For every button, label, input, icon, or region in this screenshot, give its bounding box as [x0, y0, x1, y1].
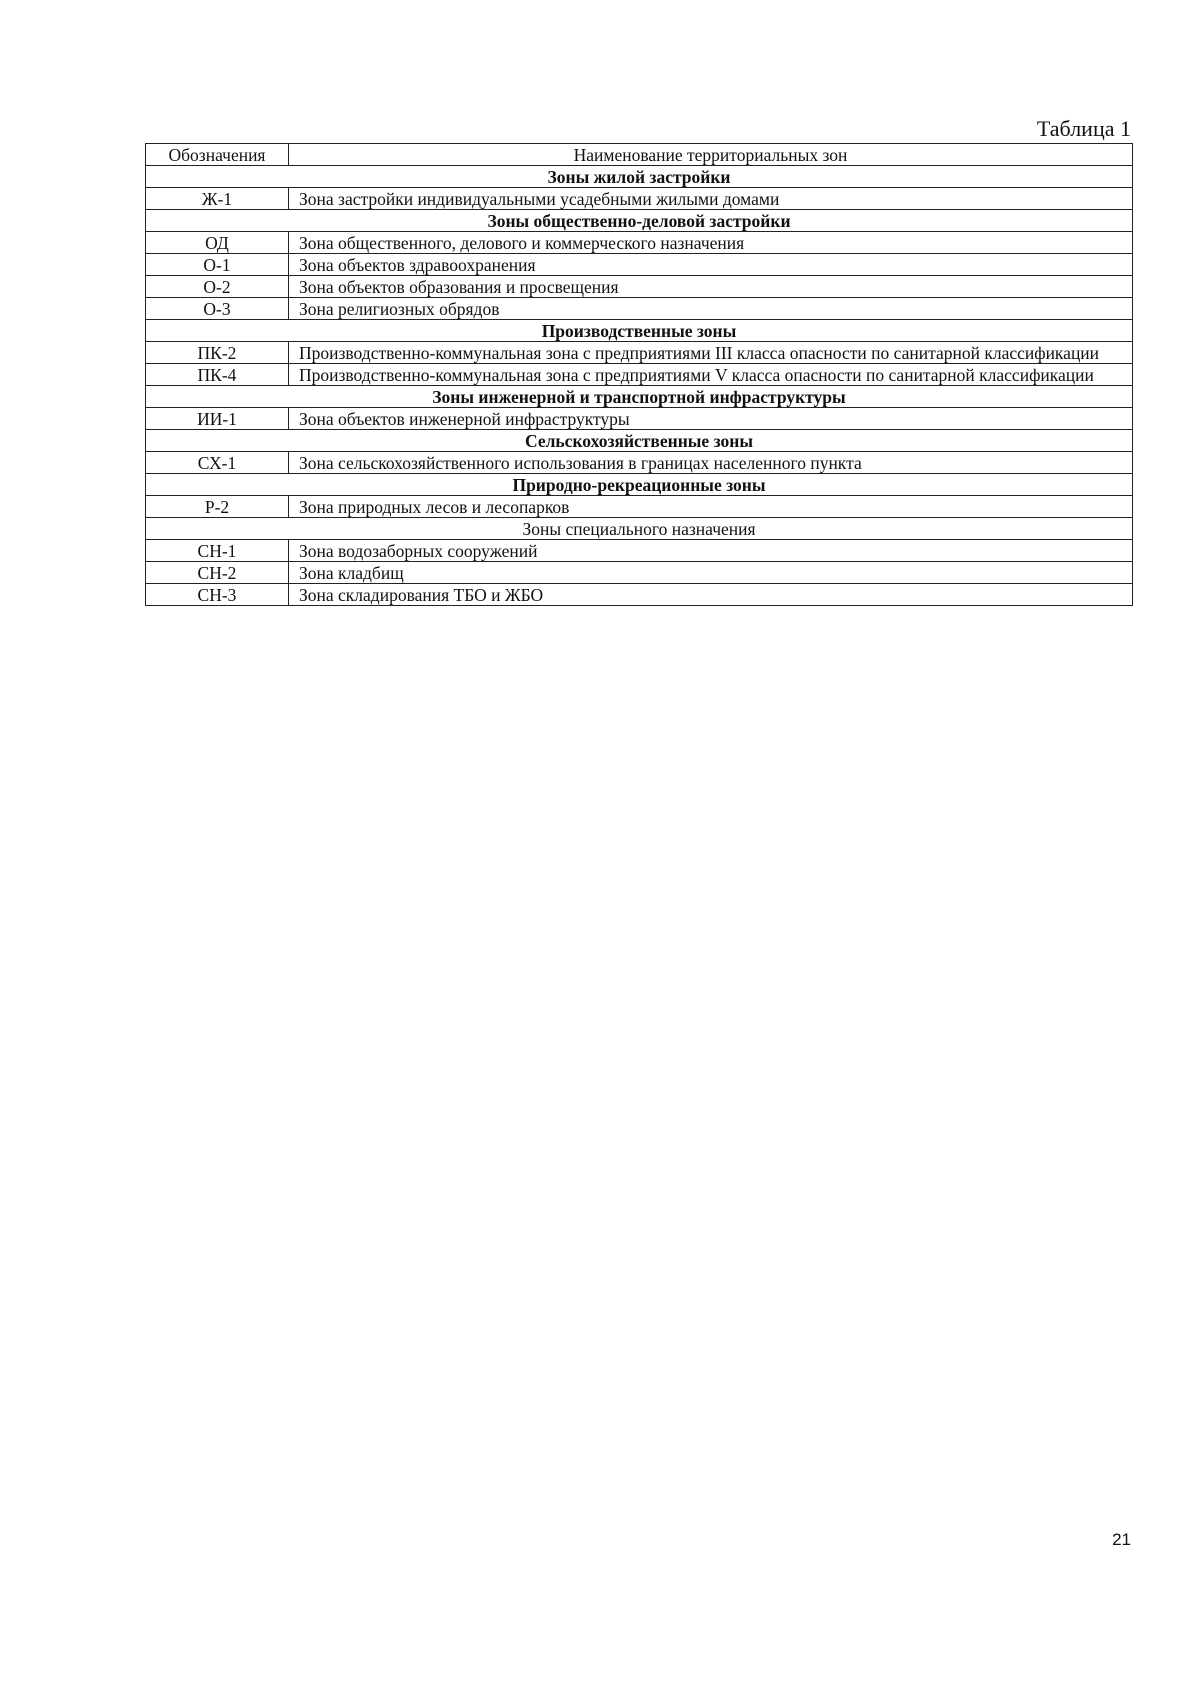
table-row — [146, 276, 1133, 298]
table-row — [146, 452, 1133, 474]
zone-name: Производственно-коммунальная зона с предприятиями III класса опасности по санитарной классификации — [289, 342, 1133, 364]
group-title: Зоны жилой застройки — [146, 166, 1133, 188]
group-title: Зоны специального назначения — [146, 518, 1133, 540]
group-title: Природно-рекреационные зоны — [146, 474, 1133, 496]
group-row — [146, 518, 1133, 540]
zone-code: СН-3 — [146, 584, 289, 606]
zone-name: Зона водозаборных сооружений — [289, 540, 1133, 562]
zone-code: О-3 — [146, 298, 289, 320]
group-row — [146, 320, 1133, 342]
zone-name: Зона объектов инженерной инфраструктуры — [289, 408, 1133, 430]
zone-code: ОД — [146, 232, 289, 254]
table-row — [146, 408, 1133, 430]
zone-code: ПК-2 — [146, 342, 289, 364]
zone-code: О-2 — [146, 276, 289, 298]
zone-code: СН-2 — [146, 562, 289, 584]
zone-code: ПК-4 — [146, 364, 289, 386]
zone-code: Р-2 — [146, 496, 289, 518]
table-row — [146, 232, 1133, 254]
table-row — [146, 298, 1133, 320]
group-title: Сельскохозяйственные зоны — [146, 430, 1133, 452]
header-name: Наименование территориальных зон — [289, 144, 1133, 166]
zone-name: Зона складирования ТБО и ЖБО — [289, 584, 1133, 606]
zone-code: СН-1 — [146, 540, 289, 562]
zone-code: О-1 — [146, 254, 289, 276]
zone-code: ИИ-1 — [146, 408, 289, 430]
page-number: 21 — [1112, 1530, 1131, 1549]
group-title: Зоны инженерной и транспортной инфраструктуры — [146, 386, 1133, 408]
table-row — [146, 584, 1133, 606]
zone-name: Зона общественного, делового и коммерческого назначения — [289, 232, 1133, 254]
group-row — [146, 210, 1133, 232]
group-row — [146, 430, 1133, 452]
table-row — [146, 342, 1133, 364]
table-row — [146, 188, 1133, 210]
zone-name: Зона природных лесов и лесопарков — [289, 496, 1133, 518]
header-code: Обозначения — [146, 144, 289, 166]
zone-code: СХ-1 — [146, 452, 289, 474]
table-row — [146, 364, 1133, 386]
group-row — [146, 386, 1133, 408]
zone-name: Зона объектов здравоохранения — [289, 254, 1133, 276]
zone-name: Зона застройки индивидуальными усадебными жилыми домами — [289, 188, 1133, 210]
group-row — [146, 166, 1133, 188]
group-title: Производственные зоны — [146, 320, 1133, 342]
table-row — [146, 254, 1133, 276]
zone-code: Ж-1 — [146, 188, 289, 210]
territorial-zones-table — [145, 143, 1133, 606]
table-header-row — [146, 144, 1133, 166]
zone-name: Зона объектов образования и просвещения — [289, 276, 1133, 298]
table-caption: Таблица 1 — [1036, 116, 1131, 141]
group-title: Зоны общественно-деловой застройки — [146, 210, 1133, 232]
table-row — [146, 496, 1133, 518]
zone-name: Зона кладбищ — [289, 562, 1133, 584]
zone-name: Зона религиозных обрядов — [289, 298, 1133, 320]
zone-name: Зона сельскохозяйственного использования в границах населенного пункта — [289, 452, 1133, 474]
group-row — [146, 474, 1133, 496]
table-row — [146, 540, 1133, 562]
zone-name: Производственно-коммунальная зона с предприятиями V класса опасности по санитарной классификации — [289, 364, 1133, 386]
table-row — [146, 562, 1133, 584]
